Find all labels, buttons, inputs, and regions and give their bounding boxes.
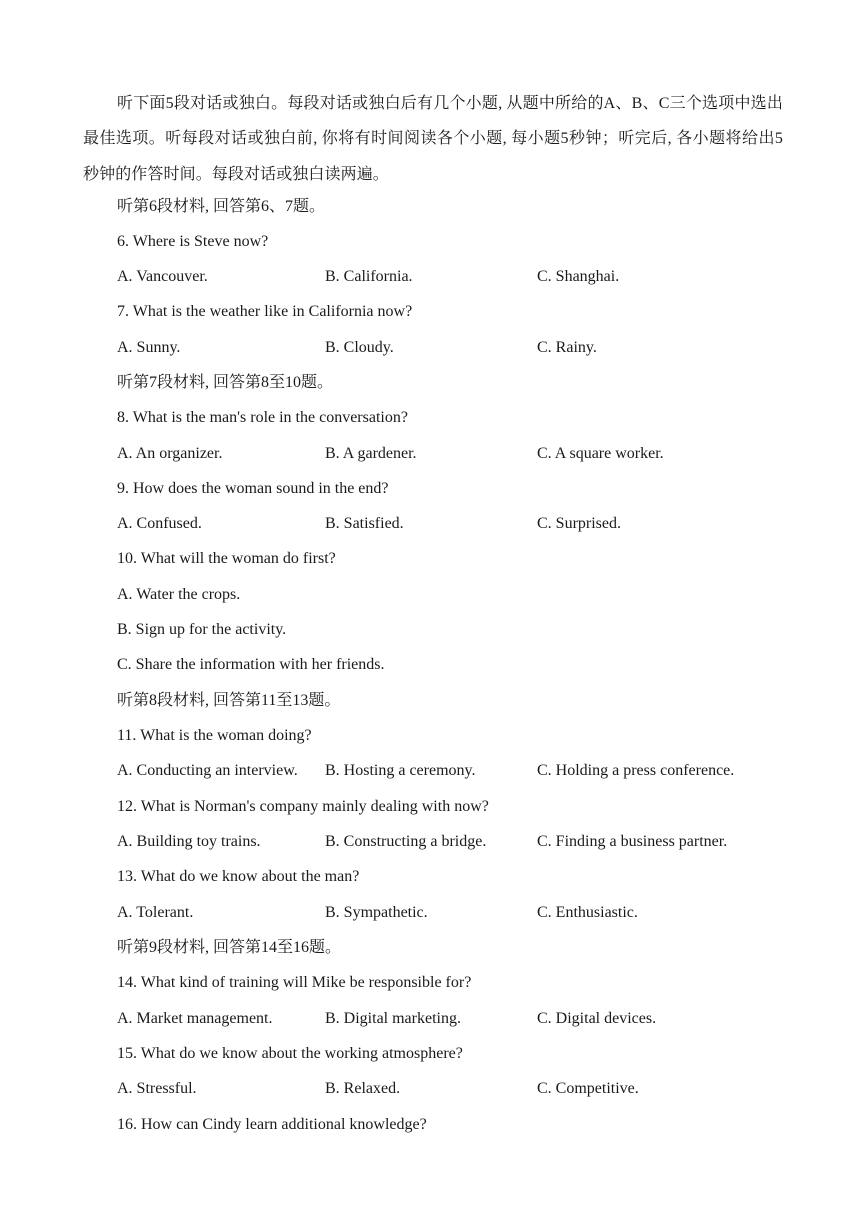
option-a: A. Sunny. [117,339,181,356]
option-a: A. Tolerant. [117,904,194,921]
option-b: B. Sign up for the activity. [117,621,287,638]
question-stem: 15. What do we know about the working atmosphere? [117,1045,463,1062]
option-a: A. Conducting an interview. [117,762,298,779]
option-c: C. Enthusiastic. [537,904,638,921]
question-stem: 9. How does the woman sound in the end? [117,480,389,497]
option-a: A. Water the crops. [117,586,241,603]
section-heading: 听第7段材料, 回答第8至10题。 [117,374,334,391]
option-c: C. Digital devices. [537,1010,657,1027]
question-stem: 12. What is Norman's company mainly dealing with now? [117,798,489,815]
question-stem: 16. How can Cindy learn additional knowledge? [117,1116,427,1133]
question-stem: 14. What kind of training will Mike be responsible for? [117,974,472,991]
option-c: C. Shanghai. [537,268,620,285]
option-b: B. Relaxed. [325,1080,401,1097]
option-c: C. Share the information with her friends. [117,656,385,673]
option-b: B. California. [325,268,413,285]
option-b: B. Sympathetic. [325,904,428,921]
question-stem: 7. What is the weather like in California now? [117,303,413,320]
option-c: C. Rainy. [537,339,597,356]
option-b: B. Cloudy. [325,339,394,356]
option-b: B. Satisfied. [325,515,404,532]
section-heading: 听第9段材料, 回答第14至16题。 [117,939,342,956]
question-stem: 10. What will the woman do first? [117,550,336,567]
option-a: A. Market management. [117,1010,273,1027]
option-c: C. Holding a press conference. [537,762,735,779]
option-b: B. Constructing a bridge. [325,833,487,850]
option-a: A. An organizer. [117,445,223,462]
section-heading: 听第8段材料, 回答第11至13题。 [117,692,341,709]
option-c: C. Finding a business partner. [537,833,728,850]
question-stem: 8. What is the man's role in the conversation? [117,409,408,426]
option-b: B. Hosting a ceremony. [325,762,476,779]
instructions-paragraph: 听下面5段对话或独白。每段对话或独白后有几个小题, 从题中所给的A、B、C三个选项中选出最佳选项。听每段对话或独白前, 你将有时间阅读各个小题, 每小题5秒钟；听完后, 各小题将给出5秒钟的作答时间。每段对话或独白读两遍。 [83,95,783,183]
option-a: A. Vancouver. [117,268,208,285]
option-a: A. Confused. [117,515,202,532]
option-c: C. A square worker. [537,445,664,462]
option-b: B. Digital marketing. [325,1010,461,1027]
question-stem: 13. What do we know about the man? [117,868,360,885]
option-b: B. A gardener. [325,445,417,462]
option-c: C. Surprised. [537,515,621,532]
question-stem: 11. What is the woman doing? [117,727,312,744]
question-stem: 6. Where is Steve now? [117,233,269,250]
option-a: A. Building toy trains. [117,833,261,850]
section-heading: 听第6段材料, 回答第6、7题。 [117,198,326,215]
option-a: A. Stressful. [117,1080,197,1097]
option-c: C. Competitive. [537,1080,639,1097]
